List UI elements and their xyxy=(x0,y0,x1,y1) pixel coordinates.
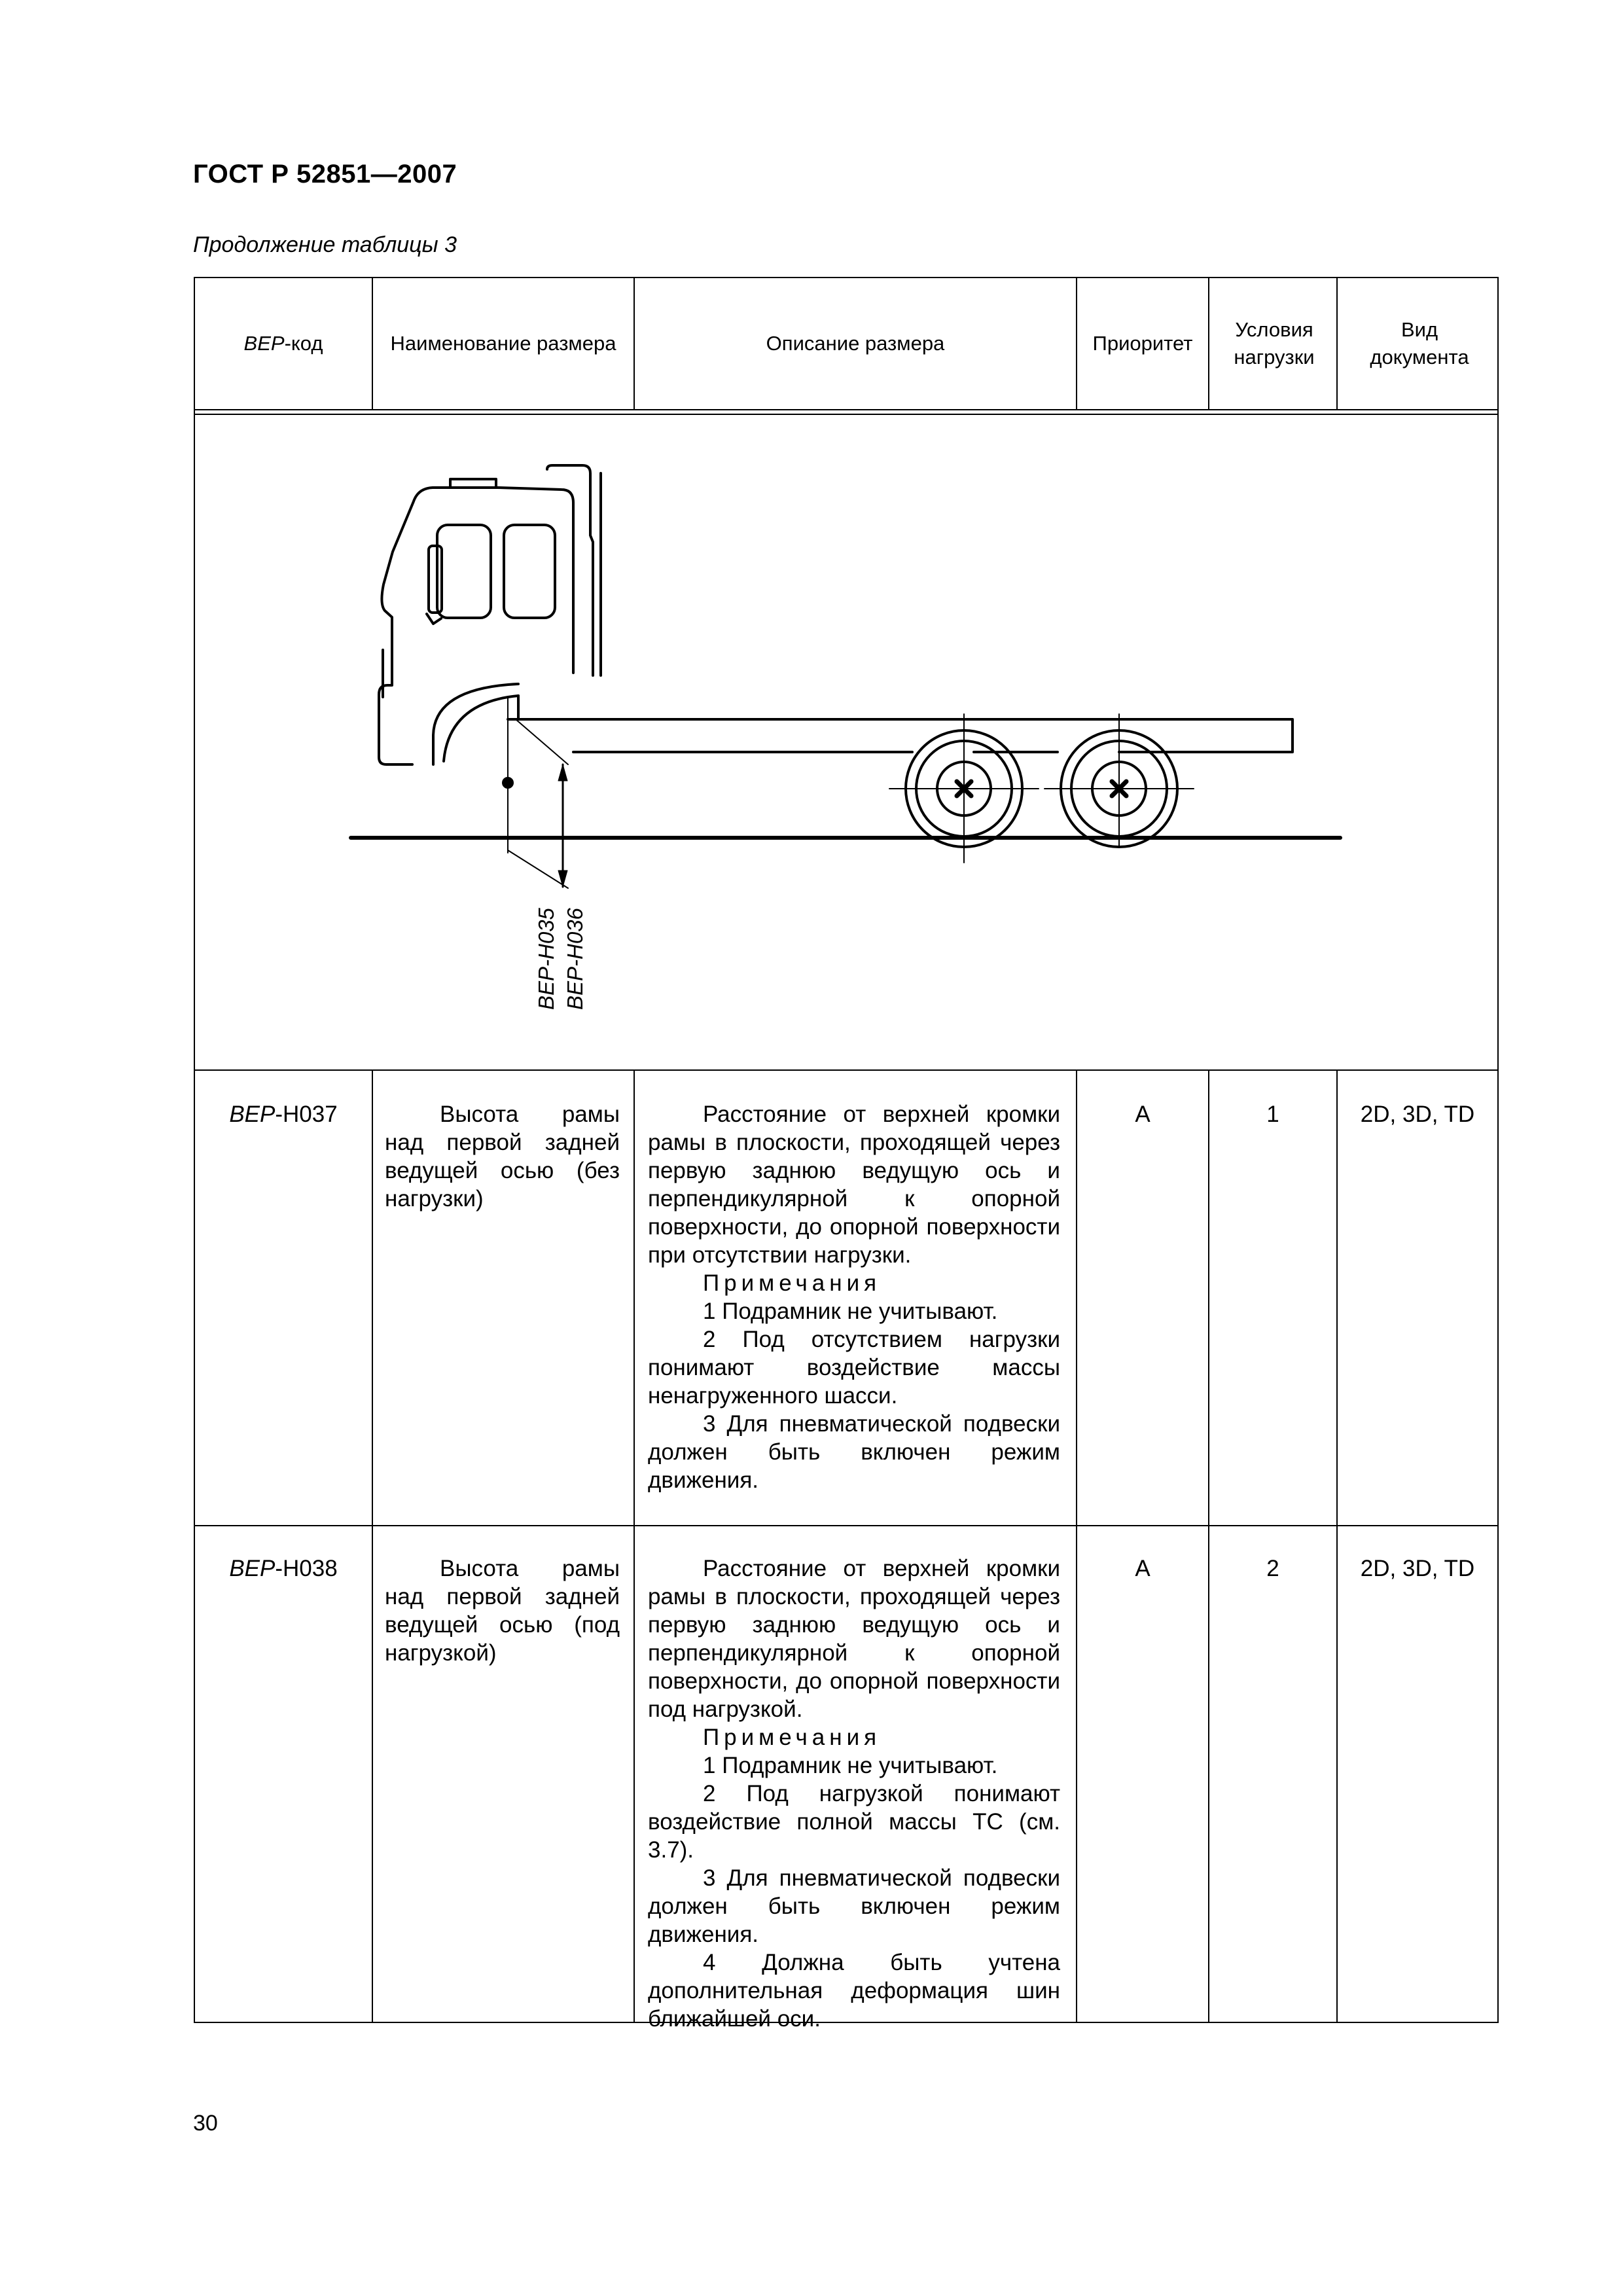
cab-outline xyxy=(379,488,573,764)
column-divider xyxy=(372,1069,373,2023)
row-2-note-4: 4 Должна быть учтена дополнительная деформация шин ближайшей оси. xyxy=(648,1950,1060,2032)
row-separator xyxy=(194,1525,1499,1526)
row-1-note-3: 3 Для пневматической подвески должен быть включен режим движения. xyxy=(648,1411,1060,1493)
column-divider xyxy=(1076,1069,1077,2023)
label-bep-h036: BEP-H036 xyxy=(563,908,587,1010)
row-1-note-1: 1 Подрамник не учитывают. xyxy=(703,1299,998,1324)
row-1-doc-type: 2D, 3D, TD xyxy=(1360,1102,1475,1127)
row-1-note-2: 2 Под отсутствием нагрузки понимают воздействие массы ненагруженного шасси. xyxy=(648,1327,1060,1408)
header-description: Описание размера xyxy=(766,332,945,355)
header-code-prefix: BEP xyxy=(243,332,285,355)
header-doc-type: Вид документа xyxy=(1370,318,1469,368)
cab-mirror xyxy=(429,546,442,613)
row-2-note-1: 1 Подрамник не учитывают. xyxy=(703,1753,998,1778)
chassis-frame xyxy=(508,719,1293,752)
rear-wheel-1 xyxy=(889,714,1039,863)
header-code-suffix: -код xyxy=(284,332,323,355)
table-caption: Продолжение таблицы 3 xyxy=(193,232,457,257)
document-title: ГОСТ Р 52851—2007 xyxy=(193,160,457,188)
row-1-priority: A xyxy=(1135,1102,1150,1127)
header-priority: Приоритет xyxy=(1092,332,1193,355)
row-2-note-2: 2 Под нагрузкой понимают воздействие полной массы ТС (см. 3.7). xyxy=(648,1781,1060,1863)
row-2-code-prefix: BEP xyxy=(229,1556,276,1581)
dimension-leader xyxy=(516,719,568,764)
truck-frame-height-diagram xyxy=(194,277,1499,1069)
dimension-leader-lower xyxy=(508,850,568,888)
row-2-description: Расстояние от верхней кромки рамы в плоскости, проходящей через первую заднюю ведущую ось и перпендикулярной к опорной поверхности, до опорной поверхности под нагрузкой. xyxy=(648,1556,1060,1722)
dimension-arrow-top xyxy=(558,764,567,781)
row-2-priority: A xyxy=(1135,1556,1150,1581)
row-2-name: Высота рамы над первой задней ведущей осью (под нагрузкой) xyxy=(385,1556,620,1666)
dimension-table xyxy=(194,277,1499,2032)
row-1-notes-title: Примечания xyxy=(703,1270,882,1296)
rear-wheel-2 xyxy=(1044,714,1194,847)
cab-window-side xyxy=(504,525,555,618)
header-name: Наименование размера xyxy=(390,332,616,355)
figure-separator xyxy=(194,1069,1499,1071)
column-divider xyxy=(1208,1069,1209,2023)
row-2-code-suffix: -H038 xyxy=(275,1556,338,1581)
column-divider xyxy=(633,1069,635,2023)
row-1-code xyxy=(195,1100,372,1128)
dimension-arrow-bottom xyxy=(558,870,567,887)
label-bep-h035: BEP-H035 xyxy=(534,908,558,1010)
row-2-doc-type: 2D, 3D, TD xyxy=(1360,1556,1475,1581)
row-2-notes-title: Примечания xyxy=(703,1725,882,1750)
measurement-point xyxy=(503,778,512,787)
front-wheel-arch-inner xyxy=(444,696,518,761)
row-2-load: 2 xyxy=(1266,1556,1279,1581)
row-1-description-block xyxy=(648,1100,1060,1494)
row-1-code-suffix: -H037 xyxy=(275,1102,338,1127)
row-1-load: 1 xyxy=(1266,1102,1279,1127)
row-2-description-block xyxy=(648,1554,1060,2033)
row-1-description: Расстояние от верхней кромки рамы в плоскости, проходящей через первую заднюю ведущую ось и перпендикулярной к опорной поверхности, до опорной поверхности при отсутствии нагрузки. xyxy=(648,1102,1060,1268)
row-2-code xyxy=(195,1554,372,1583)
header-load: Условия нагрузки xyxy=(1234,318,1315,368)
column-divider xyxy=(1336,1069,1338,2023)
mirror-arm xyxy=(427,614,441,624)
cab-window-front xyxy=(437,525,491,618)
row-2-note-3: 3 Для пневматической подвески должен быть включен режим движения. xyxy=(648,1865,1060,1947)
row-1-code-prefix: BEP xyxy=(229,1102,276,1127)
page-number: 30 xyxy=(193,2111,218,2136)
row-1-name: Высота рамы над первой задней ведущей осью (без нагрузки) xyxy=(385,1102,620,1211)
